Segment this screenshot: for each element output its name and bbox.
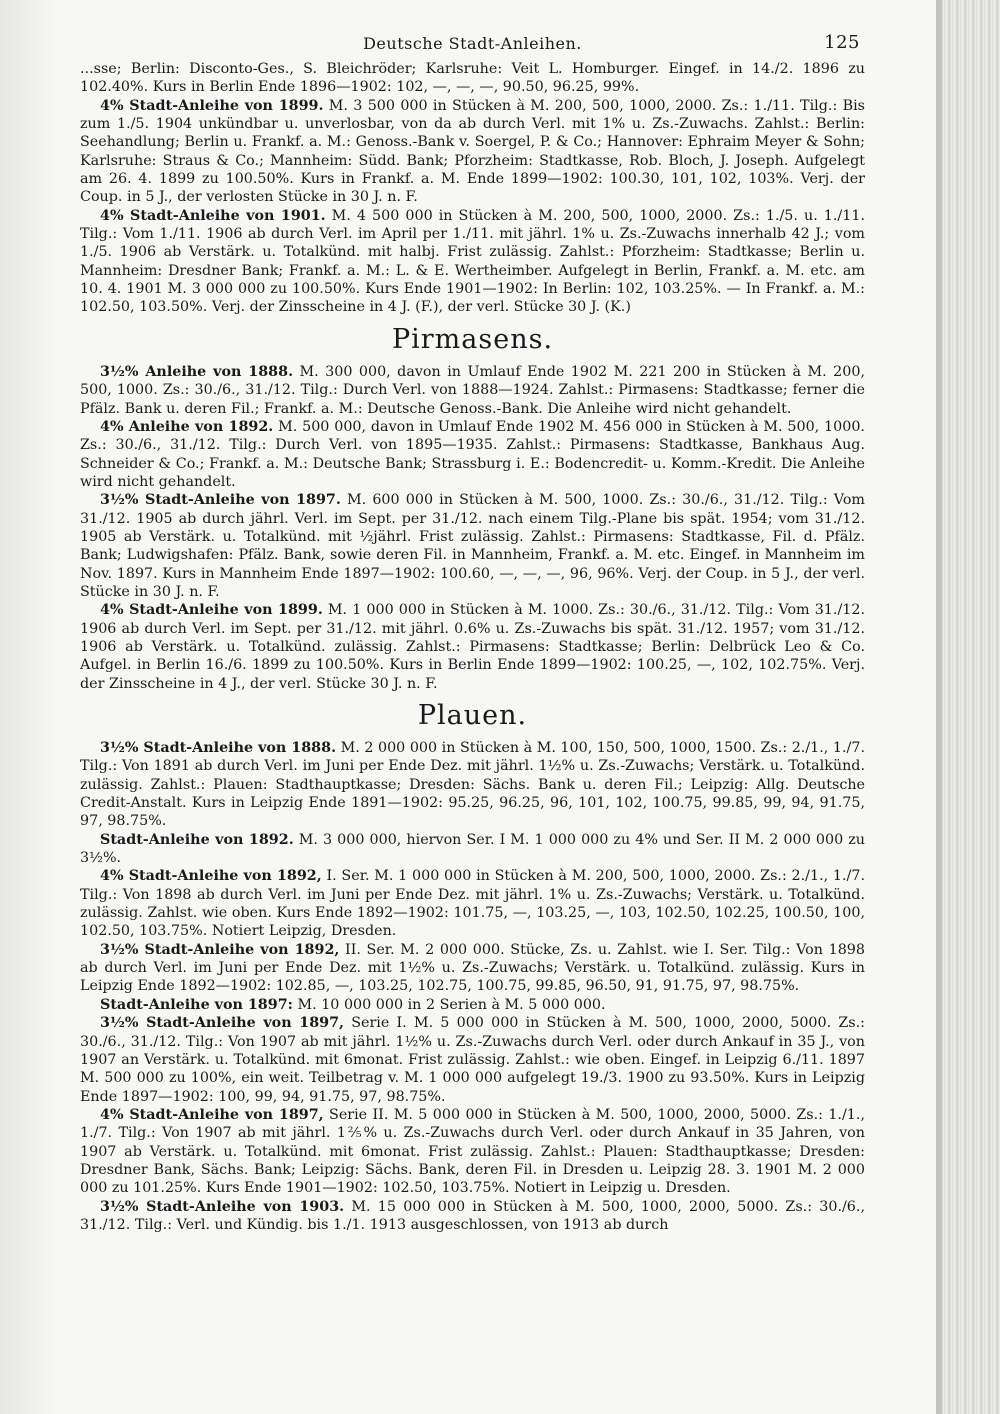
loan-details: M. 3 500 000 in Stücken à M. 200, 500, 1000, 2000. Zs.: 1./11. Tilg.: Bis zum 1./5. 1904 unkündbar u. unverlosbar, von da ab durch Verl. mit 1% u. Zs.-Zuwachs. Zahlst.: Berlin: Seehandlung; Berlin u. Frankf. a. M.: Genoss.-Bank v. Soergel, P. & Co.; Hannover: Ephraim Meyer & Sohn; Karlsruhe: Straus & Co.; Mannheim: Südd. Bank; Pforzheim: Stadtkasse, Rob. Bloch, J. Joseph. Aufgelegt am 26. 4. 1899 zu 100.50%. Kurs in Frankf. a. M. Ende 1899—1902: 100.30, 101, 102, 103%. Verj. der Coup. in 5 J., der verlosten Stücke in 30 J. n. F. — [80, 97, 865, 206]
loan-title: 4% Stadt-Anleihe von 1892, — [100, 868, 322, 885]
loan-title: Stadt-Anleihe von 1897: — [100, 996, 293, 1013]
loan-title: 4% Stadt-Anleihe von 1901. — [100, 207, 326, 224]
loan-details: M. 600 000 in Stücken à M. 500, 1000. Zs.: 30./6., 31./12. Tilg.: Vom 31./12. 1905 ab durch jährl. Verl. im Sept. per 31./12. nach einem Tilg.-Plane bis spät. 1954; vom 31./12. 1905 ab Verstärk. u. Totalkünd. mit ½jährl. Frist zulässig. Zahlst.: Pirmasens: Stadtkasse, Fil. d. Pfälz. Bank; Ludwigshafen: Pfälz. Bank, sowie deren Fil. in Mannheim, Frankf. a. M. etc. Eingef. in Mannheim im Nov. 1897. Kurs in Mannheim Ende 1897—1902: 100.60, —, —, —, 96, 96%. Verj. der Coup. in 5 J., der verl. Stücke in 30 J. n. F. — [80, 492, 865, 600]
running-head-title: Deutsche Stadt-Anleihen. — [363, 34, 582, 53]
loan-details: II. Ser. M. 2 000 000. Stücke, Zs. u. Zahlst. wie I. Ser. Tilg.: Von 1898 ab durch Verl. im Juni per Ende Dez. mit 1½% u. Zs.-Zuwachs; Verstärk. u. Totalkünd. zulässig. Kurs in Leipzig Ende 1892—1902: 102.85, —, 103.25, 102.75, 100.75, 99.85, 96.50, 91, 91.75, 97, 98.75%. — [80, 941, 865, 995]
loan-paragraph — [80, 491, 865, 601]
loan-title: 3½% Stadt-Anleihe von 1897. — [100, 492, 341, 509]
loan-paragraph — [80, 1014, 865, 1106]
loan-paragraph — [80, 1106, 865, 1198]
loan-paragraph — [80, 831, 865, 868]
loan-paragraph — [80, 207, 865, 317]
loan-paragraph — [80, 601, 865, 693]
right-book-edge — [936, 0, 1000, 1414]
loan-title: 3½% Stadt-Anleihe von 1897, — [100, 1015, 345, 1032]
loan-title: 4% Stadt-Anleihe von 1899. — [100, 602, 323, 619]
loan-details: M. 500 000, davon in Umlauf Ende 1902 M. 456 000 in Stücken à M. 500, 1000. Zs.: 30./6., 31./12. Tilg.: Durch Verl. von 1895—1935. Zahlst.: Pirmasens: Stadtkasse, Bankhaus Aug. Schneider & Co.; Frankf. a. M.: Deutsche Bank; Strassburg i. E.: Bodencredit- u. Komm.-Kredit. Die Anleihe wird nicht gehandelt. — [80, 418, 865, 490]
loan-details: M. 10 000 000 in 2 Serien à M. 5 000 000. — [292, 996, 606, 1013]
loan-title: 3½% Stadt-Anleihe von 1892, — [100, 941, 340, 958]
loan-details: Serie II. M. 5 000 000 in Stücken à M. 500, 1000, 2000, 5000. Zs.: 1./1., 1./7. Tilg.: Von 1907 ab mit jährl. 1⅖% u. Zs.-Zuwachs durch Verl. oder durch Ankauf in 35 Jahren, von 1907 ab Verstärk. u. Totalkünd. mit 6monat. Frist zulässig. Zahlst.: Plauen: Stadthauptkasse; Dresden: Dresdner Bank, Sächs. Bank; Leipzig: Sächs. Bank, deren Fil. in Dresden u. Leipzig 28. 3. 1901 M. 2 000 000 zu 101.25%. Kurs Ende 1901—1902: 102.50, 103.75%. Notiert in Leipzig u. Dresden. — [80, 1106, 865, 1197]
loan-details: M. 3 000 000, hiervon Ser. I M. 1 000 000 zu 4% und Ser. II M. 2 000 000 zu 3½%. — [80, 831, 865, 867]
loan-title: 3½% Stadt-Anleihe von 1888. — [100, 740, 337, 756]
page-number: 125 — [824, 32, 860, 53]
loan-paragraph — [80, 363, 865, 418]
loan-paragraph — [80, 60, 865, 97]
loan-details: M. 1 000 000 in Stücken à M. 1000. Zs.: 30./6., 31./12. Tilg.: Vom 31./12. 1906 ab durch Verl. im Sept. per 31./12. mit jährl. 0.6% u. Zs.-Zuwachs bis spät. 31./12. 1957; vom 31./12. 1906 ab Verstärk. u. Totalkünd. zulässig. Zahlst.: Pirmasens: Stadtkasse; Berlin: Delbrück Leo & Co. Aufgel. in Berlin 16./6. 1899 zu 100.50%. Kurs in Berlin Ende 1899—1902: 100.25, —, 102, 102.75%. Verj. der Zinsscheine in 4 J., der verl. Stücke 30 J. n. F. — [80, 602, 865, 692]
loan-title: 3½% Anleihe von 1888. — [100, 363, 294, 380]
loan-details: M. 2 000 000 in Stücken à M. 100, 150, 500, 1000, 1500. Zs.: 2./1., 1./7. Tilg.: Von 1891 ab durch Verl. im Juni per Ende Dez. mit jährl. 1½% u. Zs.-Zuwachs; Verstärk. u. Totalkünd. zulässig. Zahlst.: Plauen: Stadthauptkasse; Dresden: Sächs. Bank u. deren Fil.; Leipzig: Allg. Deutsche Credit-Anstalt. Kurs in Leipzig Ende 1891—1902: 95.25, 96.25, 96, 101, 102, 100.75, 99.85, 99, 94, 91.75, 97, 98.75%. — [80, 740, 866, 830]
left-gutter-shadow — [0, 0, 60, 1414]
loan-paragraph — [80, 867, 865, 940]
city-heading: Pirmasens. — [391, 323, 554, 355]
loan-paragraph — [80, 97, 865, 207]
loan-title: 4% Stadt-Anleihe von 1897, — [100, 1106, 324, 1123]
loan-title: 4% Stadt-Anleihe von 1899. — [100, 97, 324, 114]
loan-title: Stadt-Anleihe von 1892. — [100, 831, 294, 848]
loan-title: 4% Anleihe von 1892. — [100, 418, 274, 435]
loan-details: Serie I. M. 5 000 000 in Stücken à M. 500, 1000, 2000, 5000. Zs.: 30./6., 31./12. Tilg.: Von 1907 ab mit jährl. 1½% u. Zs.-Zuwachs durch Verl. oder durch Ankauf in 35 J., von 1907 an Verstärk. u. Totalkünd. mit 6monat. Frist zulässig. Zahlst.: wie oben. Eingef. in Leipzig 6./11. 1897 M. 500 000 zu 100%, ein weit. Teilbetrag v. M. 1 000 000 aufgelegt 19./3. 1900 zu 93.50%. Kurs in Leipzig Ende 1897—1902: 100, 99, 94, 91.75, 97, 98.75%. — [80, 1015, 865, 1105]
loan-details: M. 300 000, davon in Umlauf Ende 1902 M. 221 200 in Stücken à M. 200, 500, 1000. Zs.: 30./6., 31./12. Tilg.: Durch Verl. von 1888—1924. Zahlst.: Pirmasens: Stadtkasse; ferner die Pfälz. Bank u. deren Fil.; Frankf. a. M.: Deutsche Genoss.-Bank. Die Anleihe wird nicht gehandelt. — [80, 363, 865, 417]
running-head — [80, 30, 865, 60]
loan-details: M. 4 500 000 in Stücken à M. 200, 500, 1000, 2000. Zs.: 1./5. u. 1./11. Tilg.: Vom 1./11. 1906 ab durch Verl. im April per 1./11. mit jährl. 1% u. Zs.-Zuwachs innerhalb 42 J.; vom 1./5. 1906 ab Verstärk. u. Totalkünd. mit halbj. Frist zulässig. Zahlst.: Pforzheim: Stadtkasse; Berlin u. Mannheim: Dresdner Bank; Frankf. a. M.: L. & E. Wertheimber. Aufgelegt in Berlin, Frankf. a. M. etc. am 10. 4. 1901 M. 3 000 000 zu 100.50%. Kurs Ende 1901—1902: In Berlin: 102, 103.25%. — In Frankf. a. M.: 102.50, 103.50%. Verj. der Zinsscheine in 4 J. (F.), der verl. Stücke 30 J. (K.) — [80, 207, 865, 316]
body-text — [80, 60, 865, 1234]
page-content — [80, 30, 865, 1234]
loan-paragraph — [80, 941, 865, 996]
loan-details: M. 15 000 000 in Stücken à M. 500, 1000, 2000, 5000. Zs.: 30./6., 31./12. Tilg.: Verl. und Kündig. bis 1./1. 1913 ausgeschlossen, von 1913 ab durch — [80, 1198, 865, 1233]
loan-paragraph — [80, 1198, 865, 1235]
loan-title: 3½% Stadt-Anleihe von 1903. — [100, 1198, 345, 1215]
city-heading: Plauen. — [417, 700, 528, 731]
loan-details: I. Ser. M. 1 000 000 in Stücken à M. 200, 500, 1000, 2000. Zs.: 2./1., 1./7. Tilg.: Von 1898 ab durch Verl. im Juni per Ende Dez. mit jährl. 1% u. Zs.-Zuwachs; Verstärk. u. Totalkünd. zulässig. Zahlst. wie oben. Kurs Ende 1892—1902: 101.75, —, 103.25, —, 103, 102.50, 102.25, 100.50, 100, 102.50, 103.75%. Notiert Leipzig, Dresden. — [80, 868, 866, 940]
loan-details: ...sse; Berlin: Disconto-Ges., S. Bleichröder; Karlsruhe: Veit L. Homburger. Eingef. in 14./2. 1896 zu 102.40%. Kurs in Berlin Ende 1896—1902: 102, —, —, —, 90.50, 96.25, 99%. — [80, 61, 865, 96]
loan-paragraph — [80, 739, 865, 831]
loan-paragraph — [80, 418, 865, 491]
loan-paragraph — [80, 996, 865, 1014]
